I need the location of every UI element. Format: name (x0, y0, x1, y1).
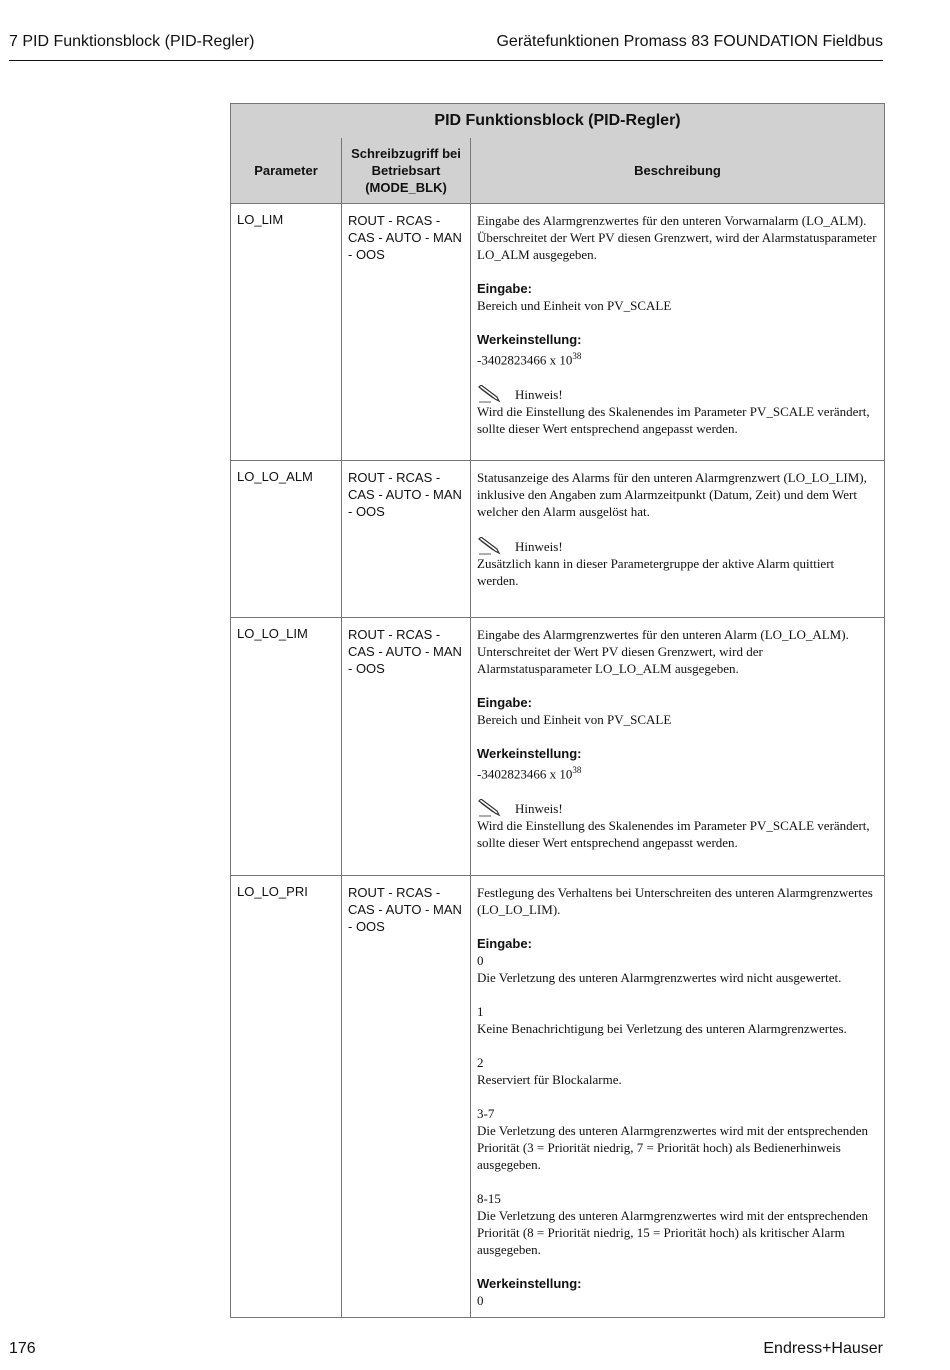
input-section (477, 694, 878, 728)
note-label: Hinweis! (515, 800, 563, 816)
description-text: Festlegung des Verhaltens bei Unterschreiten des unteren Alarmgrenzwertes (LO_LO_LIM). (477, 885, 873, 917)
header-chapter-title: 7 PID Funktionsblock (PID-Regler) (9, 33, 255, 50)
option-description: Die Verletzung des unteren Alarmgrenzwertes wird mit der entsprechenden Priorität (8 = Priorität niedrig, 15 = Priorität hoch) als kritischer Alarm ausgegeben. (477, 1208, 869, 1257)
parameter-name: LO_LO_LIM (231, 618, 342, 876)
input-label: Eingabe: (477, 936, 532, 951)
default-exponent: 38 (572, 351, 582, 361)
default-exponent: 38 (572, 765, 582, 775)
table-row (231, 618, 885, 876)
description-text: Eingabe des Alarmgrenzwertes für den unteren Alarm (LO_LO_ALM). Unterschreitet der Wert PV diesen Grenzwert, wird der Alarmstatusparameter LO_LO_ALM ausgegeben. (477, 627, 849, 676)
option-description: Reserviert für Blockalarme. (477, 1072, 622, 1087)
table-row (231, 461, 885, 618)
pencil-note-icon (477, 799, 501, 817)
parameter-name: LO_LO_ALM (231, 461, 342, 618)
description-text: Statusanzeige des Alarms für den unteren Alarmgrenzwert (LO_LO_LIM), inklusive den Angaben zum Alarmzeitpunkt (Datum, Zeit) und dem Wert welcher den Alarm ausgelöst hat. (477, 470, 867, 519)
pencil-note-icon (477, 385, 501, 403)
description-cell (471, 461, 885, 618)
note-section (477, 385, 878, 437)
default-value: 0 (477, 1293, 484, 1308)
column-header-parameter: Parameter (231, 138, 342, 204)
pencil-note-icon (477, 537, 501, 555)
option-value: 0 (477, 953, 484, 968)
option-value: 8-15 (477, 1191, 501, 1206)
input-section (477, 280, 878, 314)
option-description: Keine Benachrichtigung bei Verletzung des unteren Alarmgrenzwertes. (477, 1021, 847, 1036)
description-cell (471, 618, 885, 876)
description-cell (471, 204, 885, 461)
default-section (477, 1275, 878, 1309)
table-title: PID Funktionsblock (PID-Regler) (231, 104, 885, 139)
option-item (477, 1190, 878, 1258)
input-label: Eingabe: (477, 695, 532, 710)
parameter-name: LO_LO_PRI (231, 876, 342, 1318)
description-text: Eingabe des Alarmgrenzwertes für den unteren Vorwarnalarm (LO_ALM). Überschreitet der Wert PV diesen Grenzwert, wird der Alarmstatusparameter LO_ALM ausgegeben. (477, 213, 877, 262)
default-section (477, 745, 878, 782)
column-header-description: Beschreibung (471, 138, 885, 204)
table-row (231, 204, 885, 461)
write-access-modes: ROUT - RCAS - CAS - AUTO - MAN - OOS (342, 461, 471, 618)
default-value: -3402823466 x 10 (477, 766, 573, 782)
input-value: Bereich und Einheit von PV_SCALE (477, 712, 672, 727)
note-text: Zusätzlich kann in dieser Parametergruppe der aktive Alarm quittiert werden. (477, 556, 835, 588)
default-value: -3402823466 x 10 (477, 352, 573, 368)
note-text: Wird die Einstellung des Skalenendes im Parameter PV_SCALE verändert, sollte dieser Wert entsprechend angepasst werden. (477, 818, 870, 851)
page-number: 176 (9, 1340, 36, 1357)
header-document-title: Gerätefunktionen Promass 83 FOUNDATION Fieldbus (496, 33, 883, 50)
option-item (477, 1003, 878, 1037)
note-label: Hinweis! (515, 386, 563, 402)
description-cell (471, 876, 885, 1318)
write-access-modes: ROUT - RCAS - CAS - AUTO - MAN - OOS (342, 618, 471, 876)
default-label: Werkeinstellung: (477, 332, 582, 347)
column-header-write-access: Schreibzugriff bei Betriebsart (MODE_BLK) (342, 138, 471, 204)
default-section (477, 331, 878, 368)
note-section (477, 799, 878, 851)
option-value: 1 (477, 1004, 484, 1019)
option-item (477, 1105, 878, 1173)
default-label: Werkeinstellung: (477, 1276, 582, 1291)
option-item (477, 1054, 878, 1088)
default-label: Werkeinstellung: (477, 746, 582, 761)
write-access-modes: ROUT - RCAS - CAS - AUTO - MAN - OOS (342, 876, 471, 1318)
option-value: 3-7 (477, 1106, 495, 1121)
note-label: Hinweis! (515, 538, 563, 554)
parameter-table (230, 103, 885, 1318)
note-section (477, 537, 878, 589)
note-text: Wird die Einstellung des Skalenendes im Parameter PV_SCALE verändert, sollte dieser Wert entsprechend angepasst werden. (477, 404, 870, 437)
option-value: 2 (477, 1055, 484, 1070)
option-description: Die Verletzung des unteren Alarmgrenzwertes wird mit der entsprechenden Priorität (3 = Priorität niedrig, 7 = Priorität hoch) als Bedienerhinweis ausgegeben. (477, 1123, 869, 1172)
option-description: Die Verletzung des unteren Alarmgrenzwertes wird nicht ausgewertet. (477, 970, 842, 985)
input-section (477, 935, 878, 986)
table-row (231, 876, 885, 1318)
brand-name: Endress+Hauser (763, 1340, 883, 1357)
parameter-name: LO_LIM (231, 204, 342, 461)
header-divider (9, 60, 883, 61)
input-label: Eingabe: (477, 281, 532, 296)
input-value: Bereich und Einheit von PV_SCALE (477, 298, 672, 313)
write-access-modes: ROUT - RCAS - CAS - AUTO - MAN - OOS (342, 204, 471, 461)
